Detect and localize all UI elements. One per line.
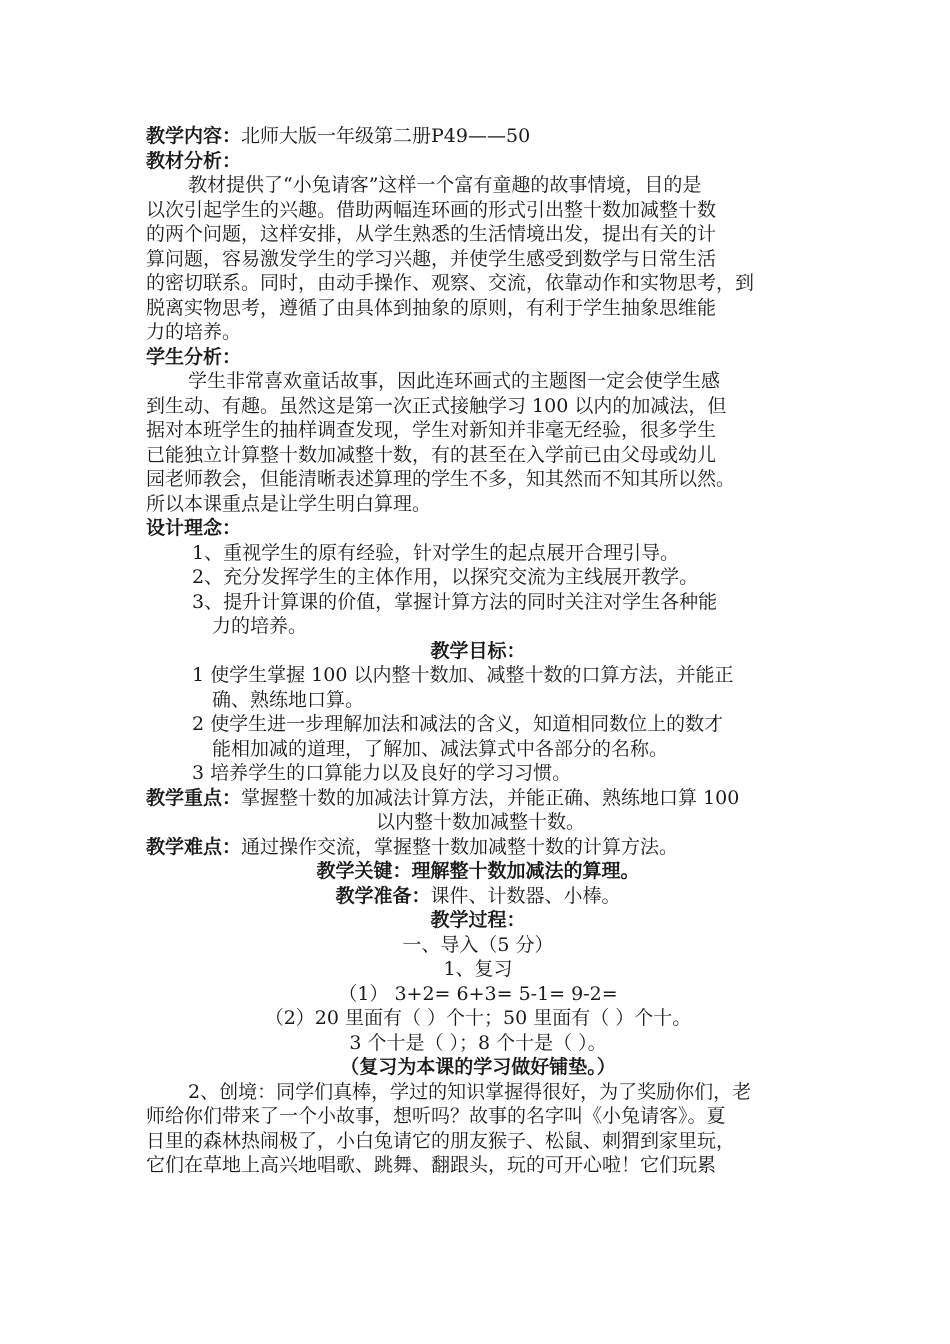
review-note: （复习为本课的学习做好铺垫。） [340, 1056, 616, 1078]
paragraph-line: 脱离实物思考，遵循了由具体到抽象的原则，有利于学生抽象思维能 [146, 296, 717, 319]
document-page [146, 124, 810, 1178]
preparation-label: 教学准备： [335, 884, 431, 907]
key-line [146, 859, 810, 884]
review-exercise: （2）20 里面有（ ）个十；50 里面有（ ）个十。 [264, 1007, 692, 1029]
preparation-text: 课件、计数器、小棒。 [430, 884, 621, 907]
story-line: 2、创境：同学们真棒，学过的知识掌握得很好，为了奖励你们，老 [188, 1080, 752, 1103]
difficulty-label: 教学难点： [146, 835, 242, 858]
paragraph-line: 已能独立计算整十数加减整十数，有的甚至在入学前已由父母或幼儿 [146, 443, 717, 466]
key-point-text: 掌握整十数的加减法计算方法，并能正确、熟练地口算 100 [241, 786, 740, 809]
design-concept-heading: 设计理念： [146, 517, 242, 539]
process-heading: 教学过程： [430, 909, 526, 931]
student-analysis-heading: 学生分析： [146, 345, 242, 368]
story-line: 日里的森林热闹极了，小白兔请它的朋友猴子、松鼠、刺猬到家里玩， [146, 1129, 736, 1152]
difficulty-text: 通过操作交流，掌握整十数加减整十数的计算方法。 [241, 835, 679, 858]
paragraph-line: 所以本课重点是让学生明白算理。 [146, 492, 432, 515]
story-line: 师给你们带来了一个小故事，想听吗？故事的名字叫《小兔请客》。夏 [146, 1105, 726, 1127]
key-label: 教学关键： [316, 860, 412, 882]
difficulty-line [146, 835, 810, 860]
design-item-continued: 力的培养。 [212, 615, 308, 637]
objective-line: 1 使学生掌握 100 以内整十数加、减整十数的口算方法，并能正 [192, 664, 734, 686]
design-item: 1、重视学生的原有经验，针对学生的起点展开合理引导。 [192, 541, 680, 564]
paragraph-line: 园老师教会，但能清晰表述算理的学生不多，知其然而不知其所以然。 [146, 468, 736, 490]
process-step-title: 一、导入（5 分） [402, 933, 554, 956]
review-exercise: （1） 3+2= 6+3= 5-1= 9-2= [338, 982, 618, 1005]
paragraph-line: 以次引起学生的兴趣。借助两幅连环画的形式引出整十数加减整十数 [146, 198, 717, 221]
objective-line: 确、熟练地口算。 [212, 688, 365, 711]
key-point-line [146, 786, 810, 811]
preparation-line [146, 884, 810, 909]
objective-line: 能相加减的道理，了解加、减法算式中各部分的名称。 [212, 737, 669, 760]
content-label: 教学内容： [146, 125, 242, 147]
paragraph-line: 学生非常喜欢童话故事，因此连环画式的主题图一定会使学生感 [188, 370, 721, 392]
objective-line: 2 使学生进一步理解加法和减法的含义，知道相同数位上的数才 [192, 713, 724, 735]
story-line: 它们在草地上高兴地唱歌、跳舞、翻跟头，玩的可开心啦！它们玩累 [146, 1154, 717, 1176]
objectives-heading: 教学目标： [430, 639, 526, 662]
key-point-continued: 以内整十数加减整十数。 [376, 811, 586, 833]
paragraph-line: 到生动、有趣。虽然这是第一次正式接触学习 100 以内的加减法，但 [146, 394, 727, 417]
paragraph-line: 教材提供了“小兔请客”这样一个富有童趣的故事情境，目的是 [188, 174, 702, 196]
content-text: 北师大版一年级第二册P49——50 [241, 125, 531, 147]
review-exercise: 3 个十是（ ）；8 个十是（ ）。 [349, 1031, 607, 1054]
textbook-analysis-heading: 教材分析： [146, 149, 242, 172]
paragraph-line: 算问题，容易激发学生的学习兴趣，并使学生感受到数学与日常生活 [146, 247, 717, 270]
design-item: 2、充分发挥学生的主体作用，以探究交流为主线展开教学。 [192, 566, 699, 588]
design-item: 3、提升计算课的价值，掌握计算方法的同时关注对学生各种能 [192, 590, 718, 613]
paragraph-line: 据对本班学生的抽样调查发现，学生对新知并非毫无经验，很多学生 [146, 419, 717, 441]
paragraph-line: 的两个问题，这样安排，从学生熟悉的生活情境出发，提出有关的计 [146, 223, 717, 245]
key-point-label: 教学重点： [146, 786, 242, 809]
review-title: 1、复习 [443, 958, 513, 980]
key-text: 理解整十数加减法的算理。 [411, 860, 640, 882]
paragraph-line: 力的培养。 [146, 321, 242, 343]
paragraph-line: 的密切联系。同时，由动手操作、观察、交流，依靠动作和实物思考，到 [146, 272, 755, 294]
objective-line: 3 培养学生的口算能力以及良好的学习习惯。 [192, 762, 572, 784]
content-line [146, 124, 810, 149]
